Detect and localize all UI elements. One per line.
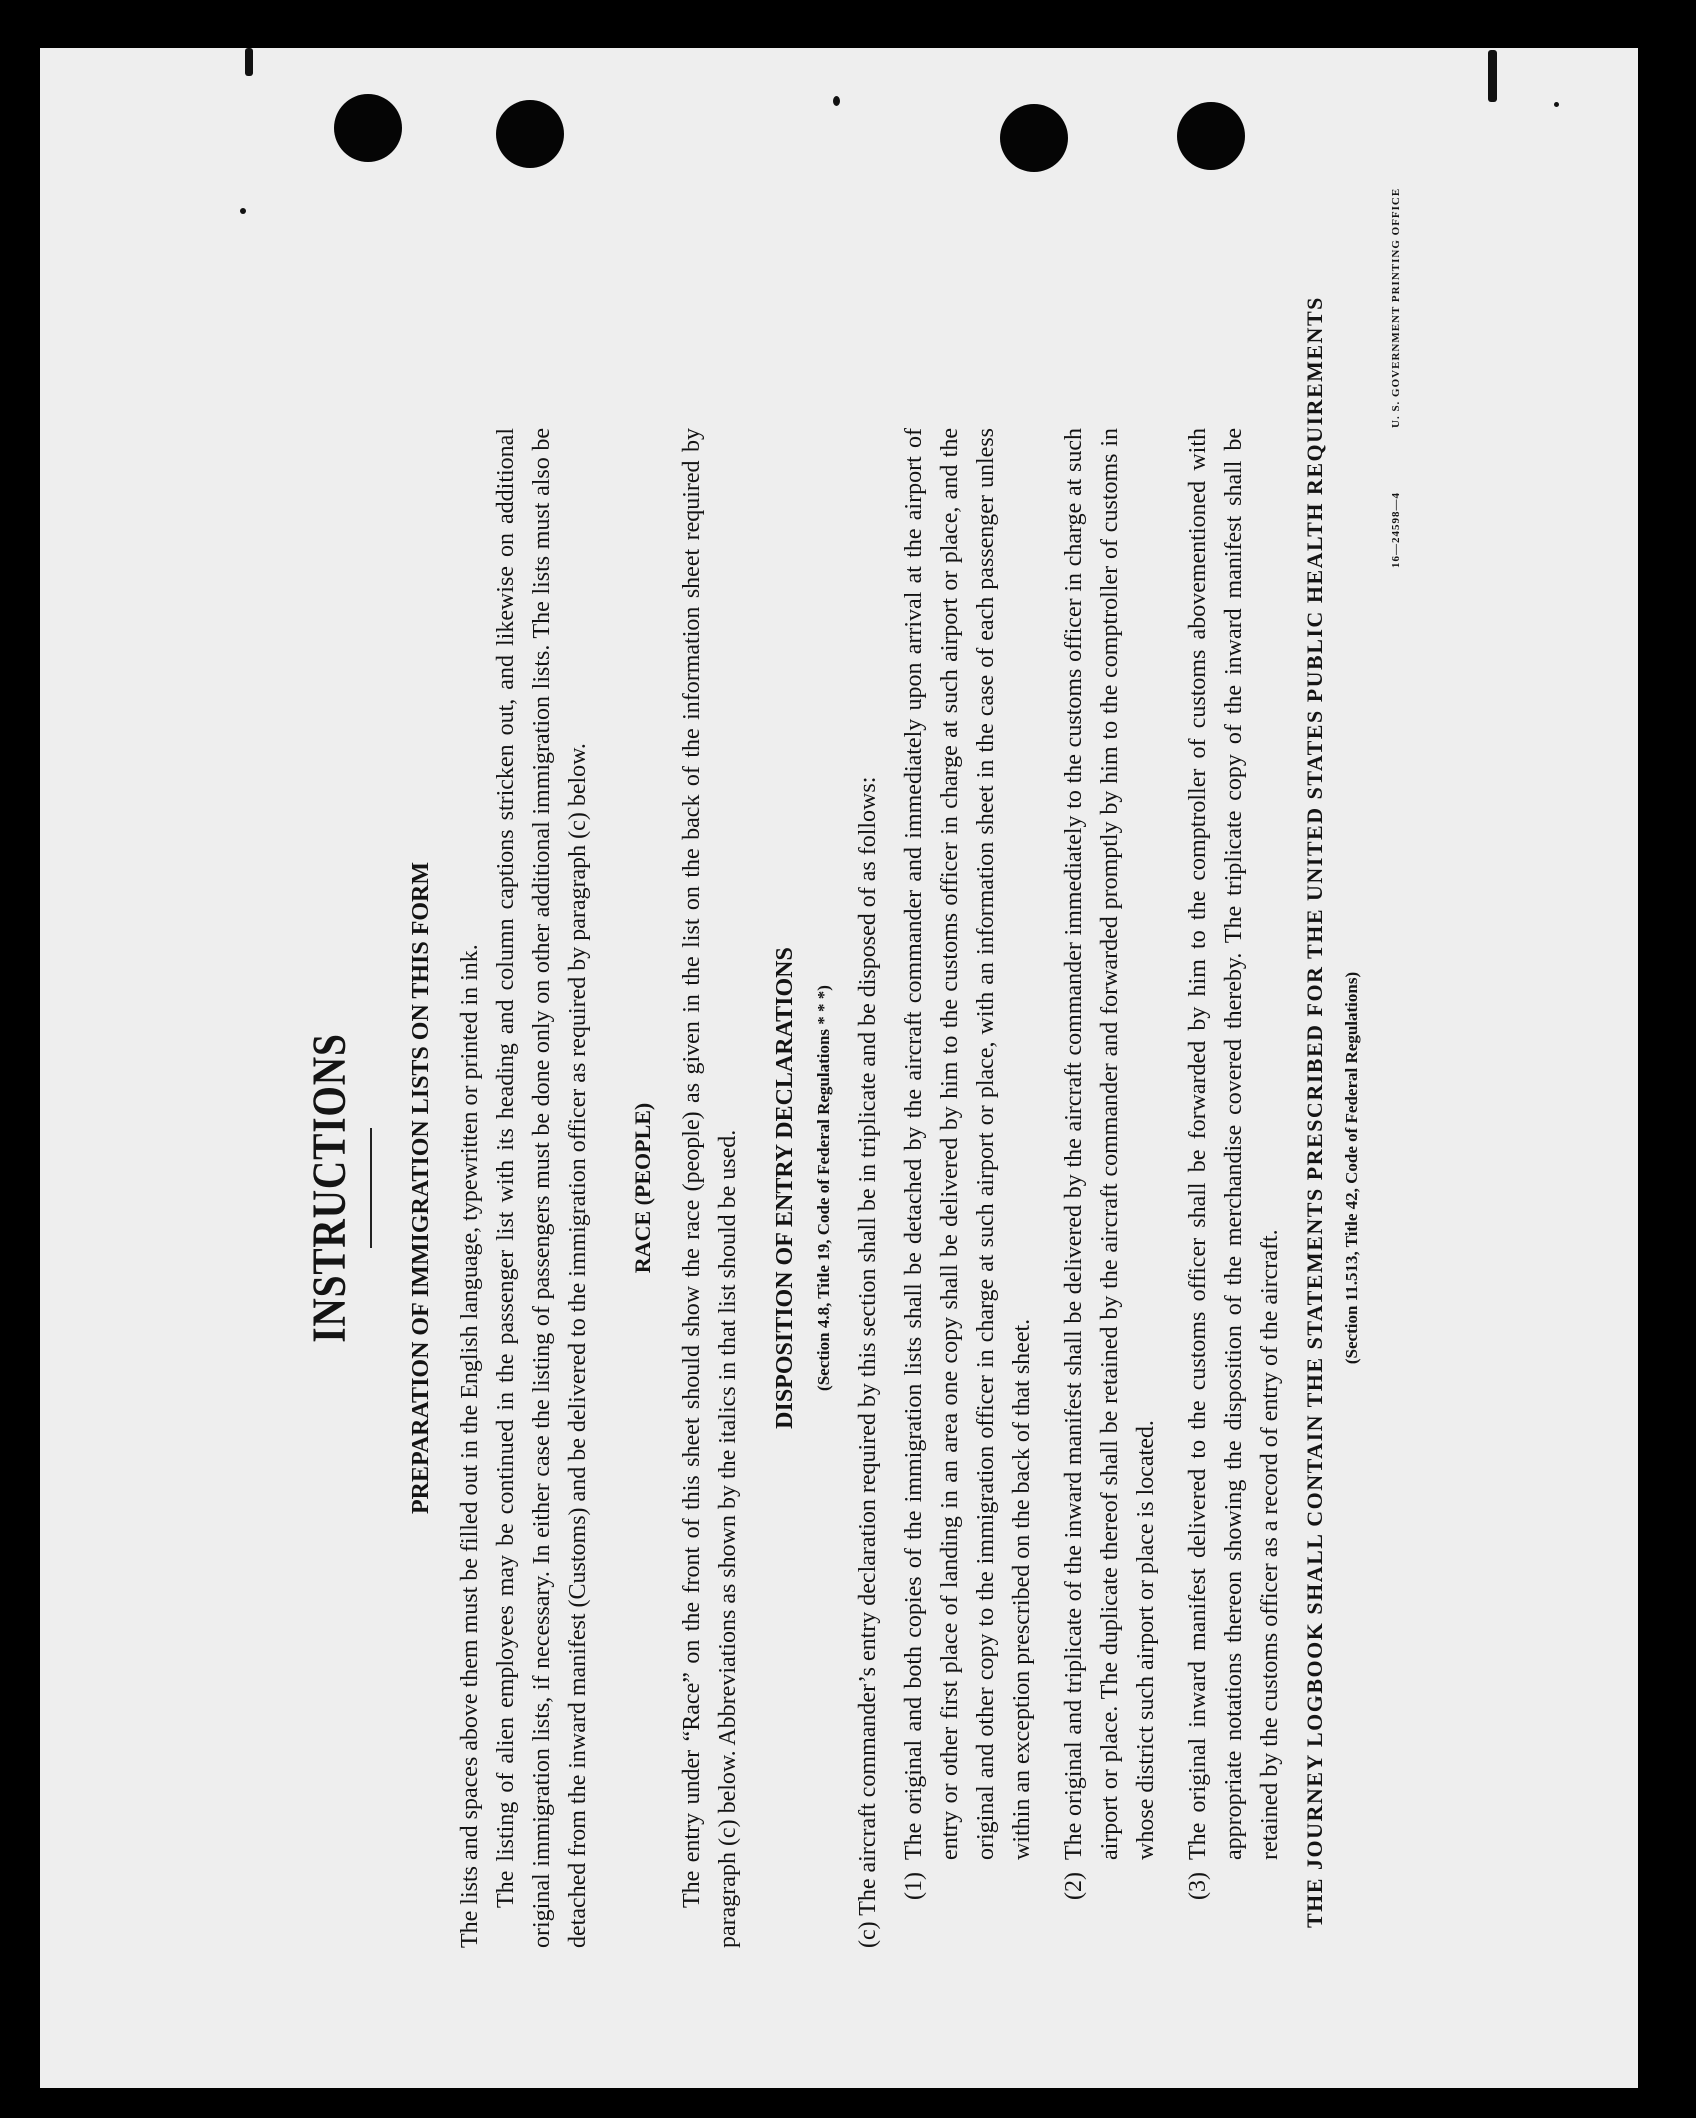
item-number: (3) bbox=[1185, 1872, 1211, 1900]
scan-speck bbox=[833, 96, 840, 106]
scan-speck bbox=[1554, 102, 1559, 107]
printer-imprint: U. S. GOVERNMENT PRINTING OFFICE bbox=[1390, 187, 1402, 428]
rotated-instructions-sheet bbox=[270, 128, 1330, 1948]
paragraph-alien-employees: The listing of alien employees may be continued in the passenger list with its heading and column captions stricken out, and likewise on additional original immigration lists, if necessary. In either case the listing of passengers must be done only on other additional immigration lists. The lists must also be detached from the inward manifest (Customs) and be delivered to the immigration officer as required by paragraph (c) below. bbox=[493, 428, 591, 1948]
item-text: The original and triplicate of the inward manifest shall be delivered by the aircraft commander immediately to the customs officer in charge at such airport or place. The duplicate thereof shall be retained by the aircraft commander and forwarded promptly by him to the comptroller of customs in whose district such airport or place is located. bbox=[1061, 428, 1159, 1860]
paragraph-entry-declaration: (c) The aircraft commander’s entry declaration required by this section shall be in triplicate and be disposed of as follows: bbox=[855, 776, 881, 1948]
section-heading-disposition: DISPOSITION OF ENTRY DECLARATIONS bbox=[772, 947, 798, 1429]
footer-citation: (Section 11.513, Title 42, Code of Federal Regulations) bbox=[1342, 971, 1361, 1365]
rotated-imprint bbox=[1390, 48, 1420, 568]
item-number: (2) bbox=[1061, 1872, 1087, 1900]
list-item bbox=[896, 428, 1040, 1900]
list-item bbox=[1056, 428, 1164, 1900]
section-heading-race: RACE (PEOPLE) bbox=[630, 1102, 655, 1274]
section-heading-preparation: PREPARATION OF IMMIGRATION LISTS ON THIS FORM bbox=[408, 861, 434, 1515]
list-item bbox=[1180, 428, 1288, 1900]
document-title: INSTRUCTIONS bbox=[303, 1033, 356, 1343]
disposition-citation: (Section 4.8, Title 19, Code of Federal Regulations * * *) bbox=[814, 985, 833, 1391]
title-underline bbox=[370, 1128, 372, 1248]
scan-speck bbox=[1488, 50, 1497, 102]
item-number: (1) bbox=[901, 1872, 927, 1900]
footer-statement: THE JOURNEY LOGBOOK SHALL CONTAIN THE STATEMENTS PRESCRIBED FOR THE UNITED STATES PUBLIC HEALTH REQUIREMENTS bbox=[1302, 296, 1327, 1928]
form-number: 16—24598—4 bbox=[1390, 492, 1402, 568]
scanned-page bbox=[40, 48, 1638, 2088]
item-text: The original and both copies of the immigration lists shall be detached by the aircraft commander and immediately upon arrival at the airport of entry or other first place of landing in an area one copy shall be delivered by him to the customs officer in charge at such airport or place, and the original and other copy to the immigration officer in charge at such airport or place, with an information sheet in the case of each passenger unless within an exception prescribed on the back of that sheet. bbox=[901, 428, 1035, 1860]
paragraph-fill-out: The lists and spaces above them must be filled out in the English language, typewritten or printed in ink. bbox=[457, 944, 483, 1948]
scan-speck bbox=[245, 48, 253, 76]
paragraph-race: The entry under “Race” on the front of this sheet should show the race (people) as given in the list on the back of the information sheet required by paragraph (c) below. Abbreviations as shown by the italics in that list should be used. bbox=[679, 428, 741, 1948]
item-text: The original inward manifest delivered to the customs officer shall be forwarded by him to the comptroller of customs abovementioned with appropriate notations thereon showing the disposition of the merchandise covered thereby. The triplicate copy of the inward manifest shall be retained by the customs officer as a record of entry of the aircraft. bbox=[1185, 428, 1283, 1860]
scan-speck bbox=[240, 208, 246, 214]
